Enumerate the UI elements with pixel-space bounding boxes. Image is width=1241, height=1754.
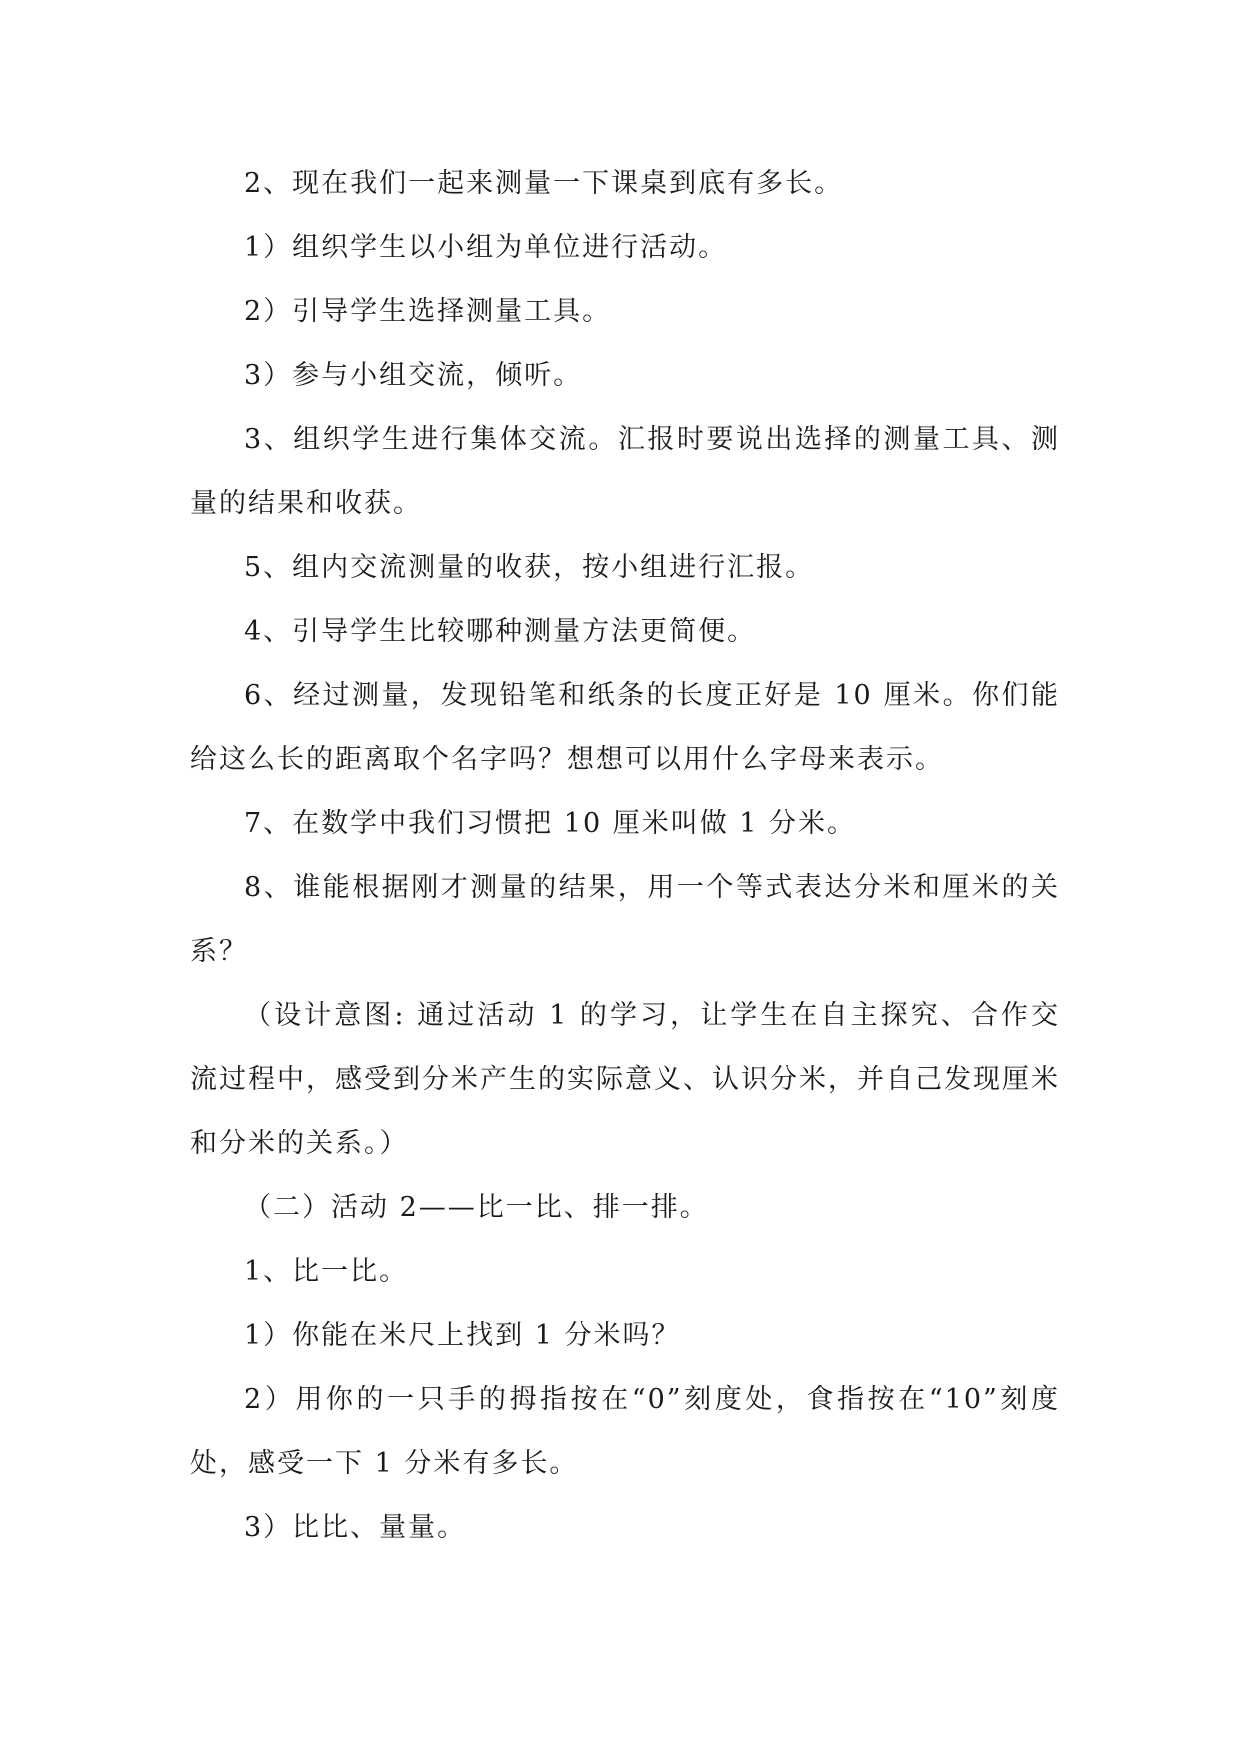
paragraph-step-6-name-length: 6、经过测量，发现铅笔和纸条的长度正好是 10 厘米。你们能给这么长的距离取个名字吗？想想可以用什么字母来表示。 xyxy=(190,680,1060,775)
paragraph-design-intent: （设计意图: 通过活动 1 的学习，让学生在自主探究、合作交流过程中，感受到分米产生的实际意义、认识分米，并自己发现厘米和分米的关系。） xyxy=(190,1000,1060,1159)
paragraph-substep-1-find-decimeter: 1）你能在米尺上找到 1 分米吗？ xyxy=(244,1320,681,1351)
paragraph-substep-3-listen: 3）参与小组交流，倾听。 xyxy=(244,360,583,391)
paragraph-step-7-decimeter: 7、在数学中我们习惯把 10 厘米叫做 1 分米。 xyxy=(244,808,857,839)
paragraph-step-5-group-report: 5、组内交流测量的收获，按小组进行汇报。 xyxy=(244,552,815,583)
paragraph-step-2-measure-desk: 2、现在我们一起来测量一下课桌到底有多长。 xyxy=(244,168,844,199)
paragraph-substep-3-compare-measure: 3）比比、量量。 xyxy=(244,1512,467,1543)
paragraph-substep-1-organize-groups: 1）组织学生以小组为单位进行活动。 xyxy=(244,232,728,263)
document-body xyxy=(190,152,1060,1560)
paragraph-compare-heading: 1、比一比。 xyxy=(244,1256,409,1287)
paragraph-step-4-compare-methods: 4、引导学生比较哪种测量方法更简便。 xyxy=(244,616,757,647)
paragraph-activity-2-heading: （二）活动 2——比一比、排一排。 xyxy=(244,1192,709,1223)
paragraph-substep-2-choose-tools: 2）引导学生选择测量工具。 xyxy=(244,296,612,327)
paragraph-step-3-collective-exchange: 3、组织学生进行集体交流。汇报时要说出选择的测量工具、测量的结果和收获。 xyxy=(190,424,1060,519)
paragraph-substep-2-feel-decimeter: 2）用你的一只手的拇指按在“0”刻度处，食指按在“10”刻度处，感受一下 1 分米有多长。 xyxy=(190,1384,1060,1479)
paragraph-step-8-equation: 8、谁能根据刚才测量的结果，用一个等式表达分米和厘米的关系？ xyxy=(190,872,1060,967)
